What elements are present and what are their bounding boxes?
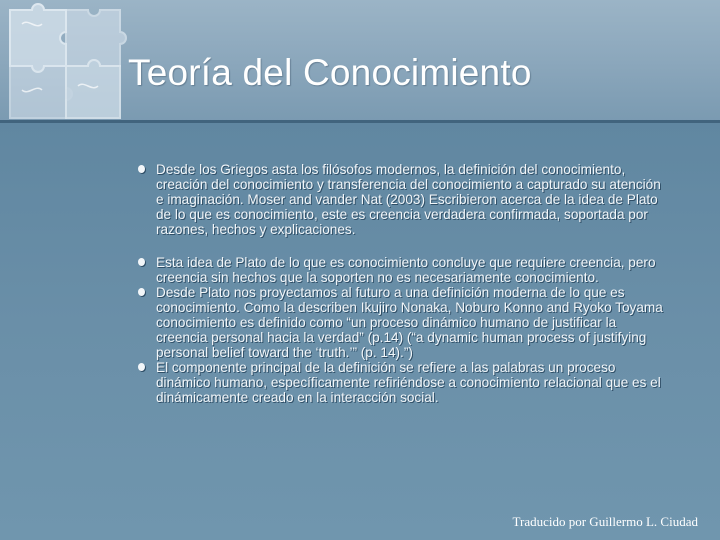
translator-credit: Traducido por Guillermo L. Ciudad (512, 514, 698, 529)
list-item (138, 162, 668, 237)
bullet-text: Desde Plato nos proyectamos al futuro a una definición moderna de lo que es conocimiento. Como la describen Ikujiro Nonaka, Noburo Konno and Ryoko Toyama conocimiento es definido como “un proceso dinámico humano de justificar la creencia personal hacia la verdad” (p.14) (“a dynamic human process of justifying personal belief toward the ‘truth.’” (p. 14).”) (156, 285, 663, 360)
bullet-dot-icon (138, 363, 145, 371)
bullet-list (138, 162, 668, 405)
list-item (138, 360, 668, 405)
bullet-text: Desde los Griegos asta los filósofos modernos, la definición del conocimiento, creación del conocimiento y transferencia del conocimiento a capturado su atención e imaginación. Moser and vander Nat (2003) Escribieron acerca de la idea de Plato de lo que es conocimiento, este es creencia verdadera confirmada, soportada por razones, hechos y explicaciones. (156, 162, 661, 237)
slide-title: Teoría del Conocimiento (128, 52, 532, 93)
bullet-text: Esta idea de Plato de lo que es conocimiento concluye que requiere creencia, pero creencia sin hechos que la soporten no es necesariamente conocimiento. (156, 255, 656, 285)
list-item (138, 255, 668, 285)
bullet-dot-icon (138, 258, 145, 266)
list-item (138, 285, 668, 360)
bullet-dot-icon (138, 288, 145, 296)
bullet-dot-icon (138, 165, 145, 173)
puzzle-pieces-icon (0, 0, 128, 122)
bullet-text: El componente principal de la definición se refiere a las palabras un proceso dinámico humano, específicamente refiriéndose a conocimiento relacional que es el dinámicamente creado en la interacción social. (156, 360, 661, 405)
